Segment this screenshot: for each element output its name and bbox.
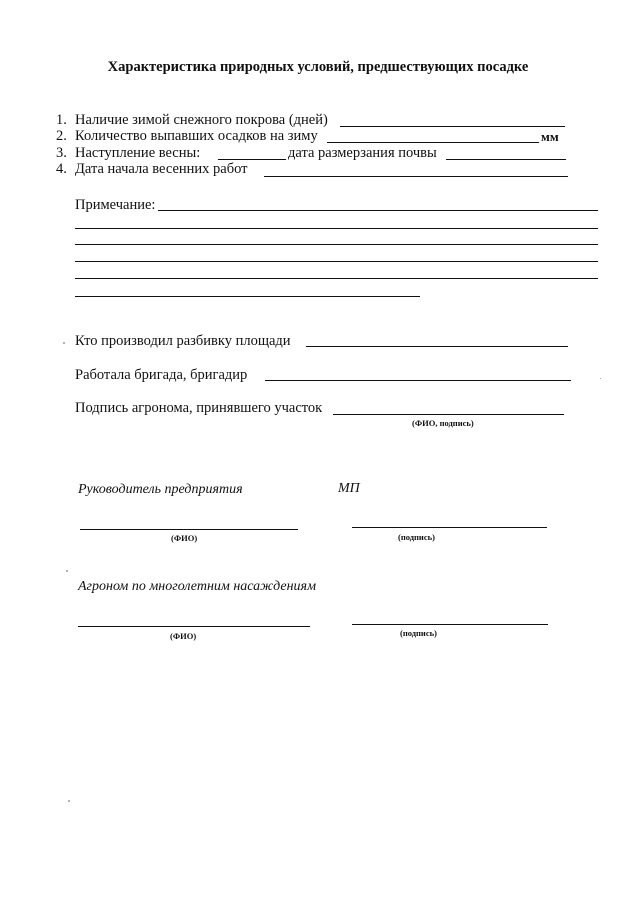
item-1-label: Наличие зимой снежного покрова (дней) (75, 112, 328, 128)
item-1-number: 1. (56, 112, 67, 128)
item-3-label-2: дата размерзания почвы (288, 145, 437, 161)
note-line-6[interactable] (75, 296, 420, 297)
scan-speck (66, 570, 68, 572)
brigade-line[interactable] (265, 380, 571, 381)
item-3-fill-line-1[interactable] (218, 159, 286, 160)
agronomist-sign-line[interactable] (333, 414, 564, 415)
agronomist-sign-caption-2: (подпись) (400, 628, 437, 638)
head-label: Руководитель предприятия (78, 482, 243, 497)
note-line-4[interactable] (75, 261, 598, 262)
brigade-label: Работала бригада, бригадир (75, 367, 248, 383)
head-fio-caption: (ФИО) (171, 533, 198, 543)
head-sign-line[interactable] (352, 527, 547, 528)
agronomist-sign-line-2[interactable] (352, 624, 548, 625)
stamp-label: МП (338, 481, 360, 496)
item-2-unit: мм (541, 129, 559, 144)
note-line-1[interactable] (158, 210, 598, 211)
note-line-3[interactable] (75, 244, 598, 245)
scan-speck (600, 378, 601, 379)
item-2-label: Количество выпавших осадков на зиму (75, 128, 318, 144)
agronomist-fio-line[interactable] (78, 626, 310, 627)
item-4-number: 4. (56, 161, 67, 177)
layout-by-line[interactable] (306, 346, 568, 347)
item-1-fill-line[interactable] (340, 126, 565, 127)
note-line-5[interactable] (75, 278, 598, 279)
scan-speck (63, 342, 65, 344)
note-line-2[interactable] (75, 228, 598, 229)
item-4-label: Дата начала весенних работ (75, 161, 248, 177)
item-3-label: Наступление весны: (75, 145, 201, 161)
layout-by-label: Кто производил разбивку площади (75, 333, 291, 349)
item-4-fill-line[interactable] (264, 176, 568, 177)
agronomist-plantings-label: Агроном по многолетним насаждениям (78, 579, 316, 594)
agronomist-fio-caption: (ФИО) (170, 631, 197, 641)
item-2-fill-line[interactable] (327, 142, 539, 143)
item-3-fill-line-2[interactable] (446, 159, 566, 160)
scan-speck (68, 800, 70, 802)
head-fio-line[interactable] (80, 529, 298, 530)
item-3-number: 3. (56, 145, 67, 161)
item-2-number: 2. (56, 128, 67, 144)
note-label: Примечание: (75, 197, 156, 213)
head-sign-caption: (подпись) (398, 532, 435, 542)
agronomist-sign-caption: (ФИО, подпись) (412, 418, 474, 428)
agronomist-sign-label: Подпись агронома, принявшего участок (75, 400, 323, 416)
document-title: Характеристика природных условий, предшествующих посадке (107, 59, 529, 75)
